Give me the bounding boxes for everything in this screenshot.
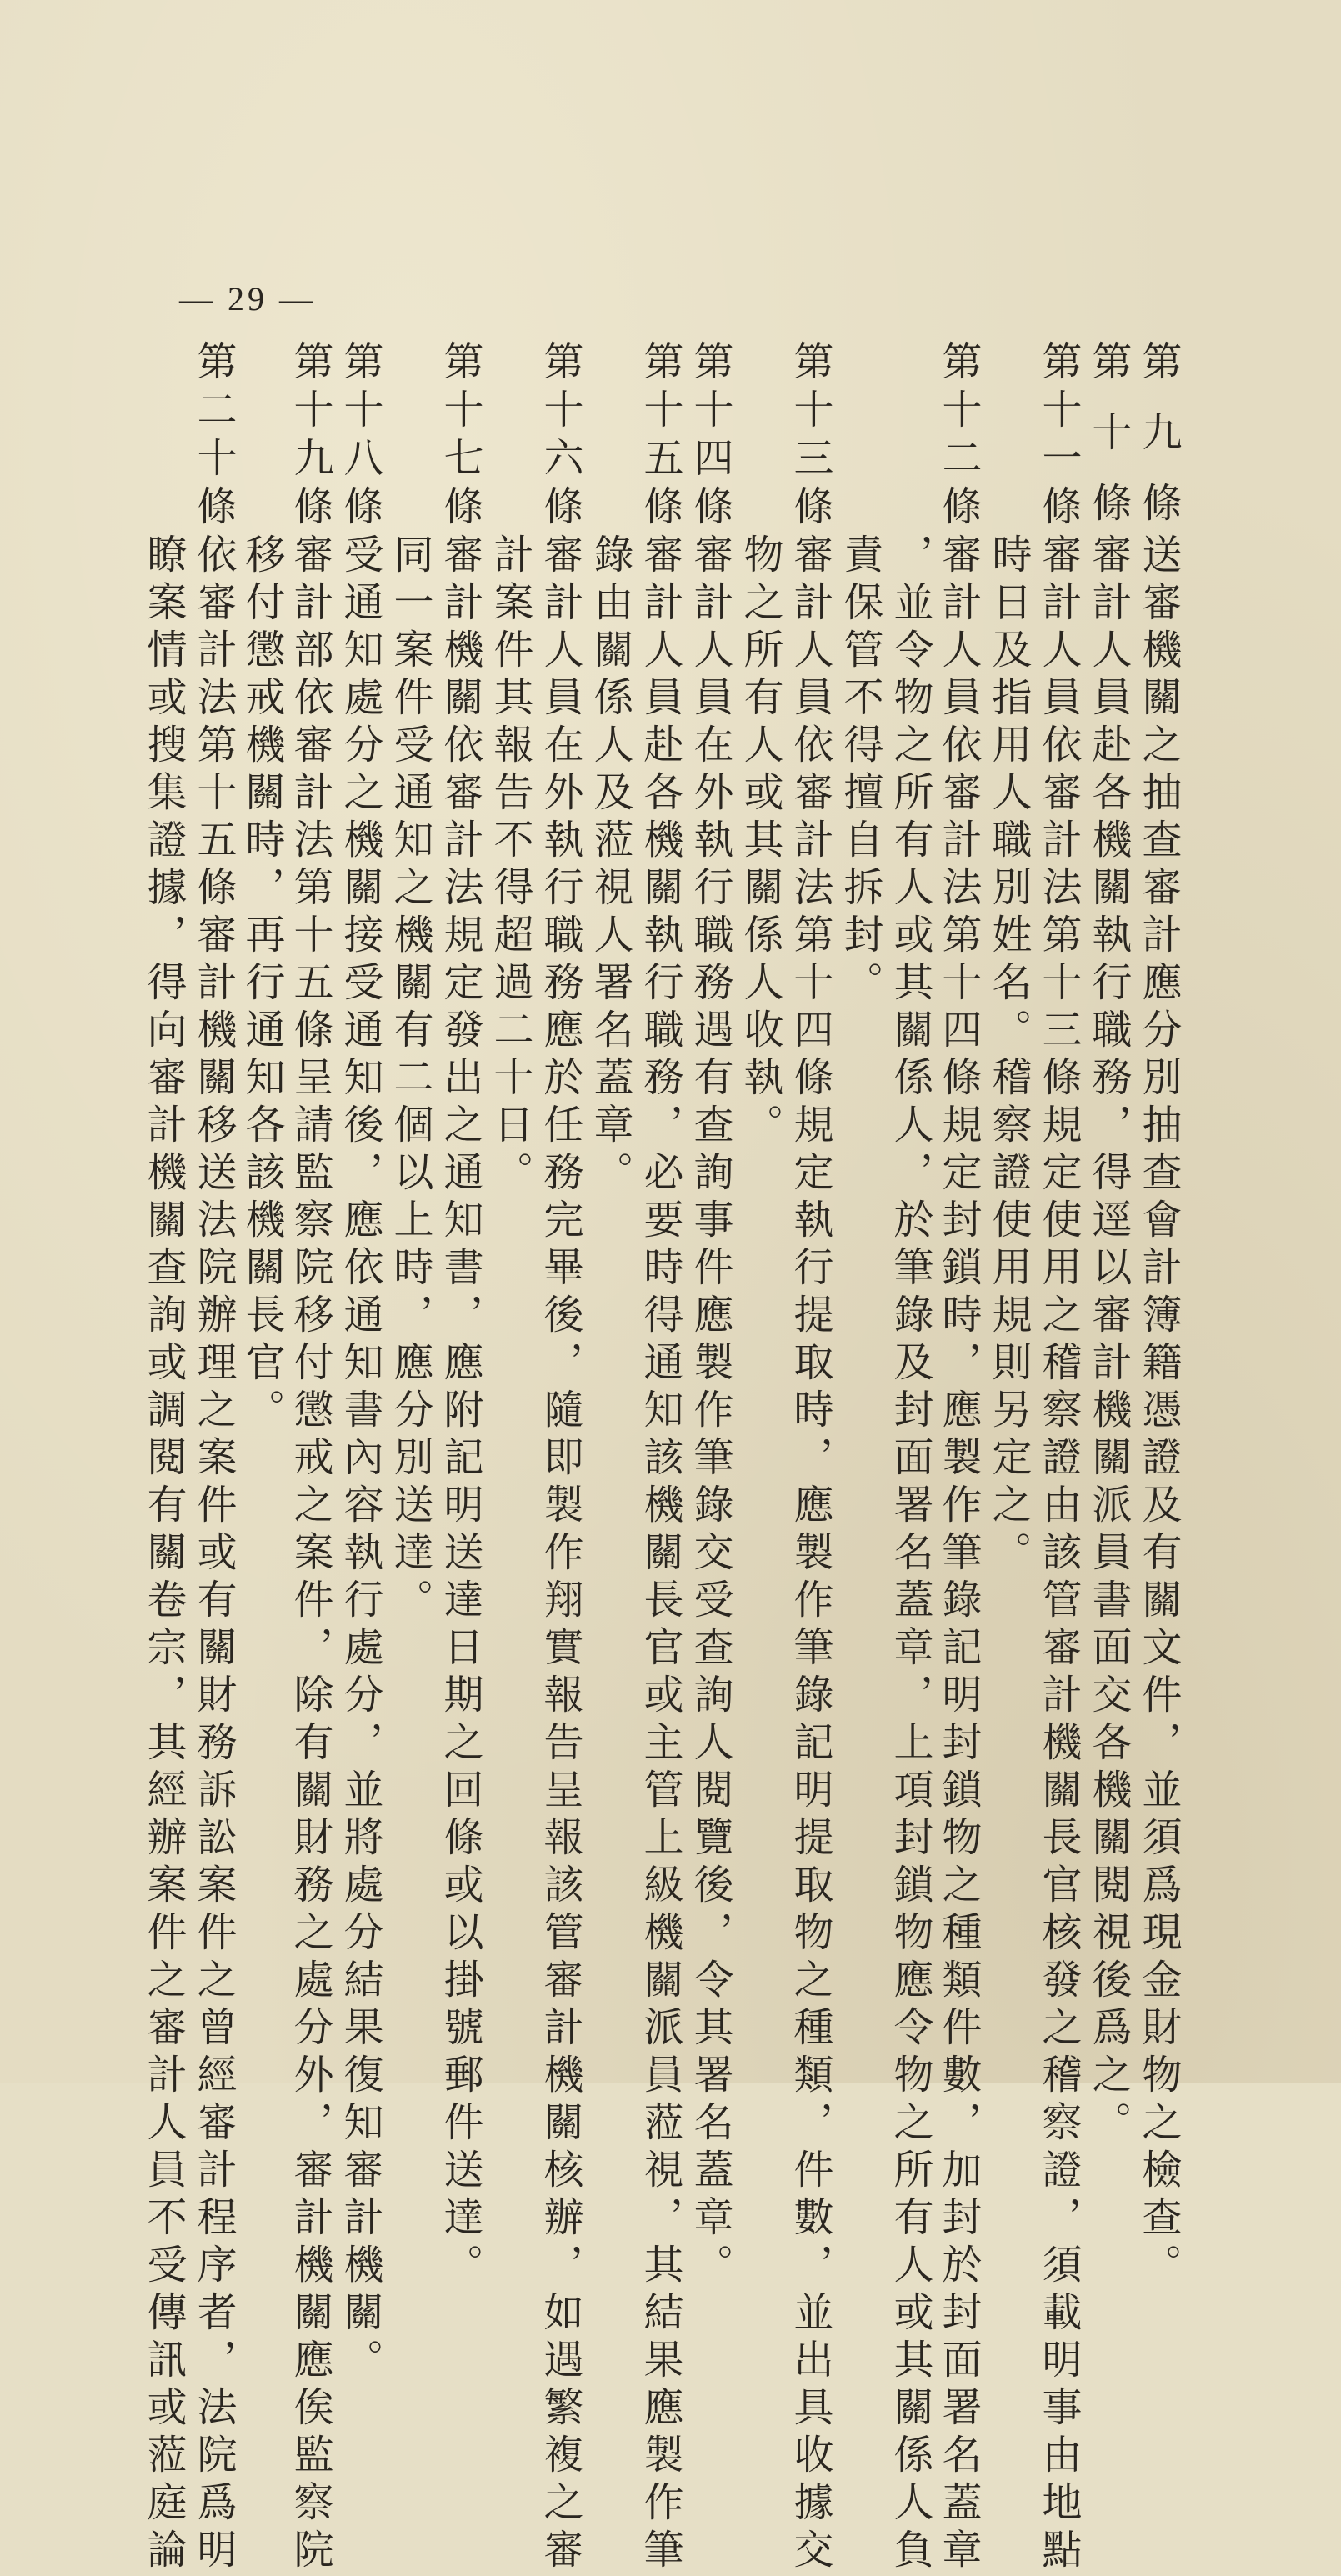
page-number: — 29 —	[179, 280, 316, 318]
article-14-label: 第十四條	[687, 340, 733, 533]
article-20-text-line-2: 瞭案情或搜集證據，得向審計機關查詢或調閱有關卷宗，其經辦案件之審計人員不受傳訊或蒞庭論	[140, 533, 187, 2576]
article-17-text-line-2: 同一案件受通知之機關有二個以上時，應分別送達。	[387, 533, 433, 1626]
article-9-text-line-1: 送審機關之抽查審計應分別抽查會計簿籍憑證及有關文件，並須爲現金財物之檢查。	[1135, 533, 1182, 2291]
article-16-text-line-1: 審計人員在外執行職務應於任務完畢後，隨即製作翔實報告呈報該管審計機關核辦，如遇繁複之審	[537, 533, 583, 2576]
article-19-label: 第十九條	[287, 340, 333, 533]
article-12-text-line-2: ，並令物之所有人或其關係人，於筆錄及封面署名蓋章，上項封鎖物應令物之所有人或其關係人負	[887, 533, 933, 2576]
article-16-label: 第十六條	[537, 340, 583, 533]
article-14-text-line-1: 審計人員在外執行職務遇有查詢事件應製作筆錄交受查詢人閱覽後，令其署名蓋章。	[687, 533, 733, 2291]
article-19-text-line-1: 審計部依審計法第十五條呈請監察院移付懲戒之案件，除有關財務之處分外，審計機關應俟監察院	[287, 533, 333, 2576]
article-15-text-line-1: 審計人員赴各機關執行職務，必要時得通知該機關長官或主管上級機關派員蒞視，其結果應製作筆	[637, 533, 683, 2576]
article-18-text-line-1: 受通知處分之機關接受通知後，應依通知書內容執行處分，並將處分結果復知審計機關。	[337, 533, 383, 2386]
article-17-text-line-1: 審計機關依審計法規定發出之通知書，應附記明送達日期之回條或以掛號郵件送達。	[437, 533, 483, 2291]
article-20-label: 第二十條	[190, 340, 237, 533]
article-10-label: 第十條	[1085, 340, 1132, 553]
article-10-text-line-1: 審計人員赴各機關執行職務，得逕以審計機關派員書面交各機關閱視後爲之。	[1085, 533, 1132, 2148]
article-15-label: 第十五條	[637, 340, 683, 533]
article-20-text-line-1: 依審計法第十五條審計機關移送法院辦理之案件或有關財務訴訟案件之曾經審計程序者，法院爲明	[190, 533, 237, 2576]
article-12-text-line-3: 責保管不得擅自拆封。	[837, 533, 883, 1008]
article-11-text-line-1: 審計人員依審計法第十三條規定使用之稽察證由該管審計機關長官核發之稽察證，須載明事由地點	[1035, 533, 1082, 2576]
article-13-label: 第十三條	[787, 340, 833, 533]
article-15-text-line-2: 錄由關係人及蒞視人署名蓋章。	[587, 533, 633, 1198]
article-18-label: 第十八條	[337, 340, 383, 533]
article-13-text-line-1: 審計人員依審計法第十四條規定執行提取時，應製作筆錄記明提取物之種類，件數，並出具收據交	[787, 533, 833, 2576]
article-19-text-line-2: 移付懲戒機關時，再行通知各該機關長官。	[238, 533, 285, 1436]
article-13-text-line-2: 物之所有人或其關係人收執。	[737, 533, 783, 1151]
article-11-text-line-2: 時日及指用人職別姓名。稽察證使用規則另定之。	[985, 533, 1032, 1578]
article-16-text-line-2: 計案件其報告不得超過二十日。	[487, 533, 533, 1198]
article-9-label: 第九條	[1135, 340, 1182, 553]
article-11-label: 第十一條	[1035, 340, 1082, 533]
article-12-text-line-1: 審計人員依審計法第十四條規定封鎖時，應製作筆錄記明封鎖物之種類件數，加封於封面署名蓋章	[935, 533, 982, 2576]
article-12-label: 第十二條	[935, 340, 982, 533]
article-17-label: 第十七條	[437, 340, 483, 533]
